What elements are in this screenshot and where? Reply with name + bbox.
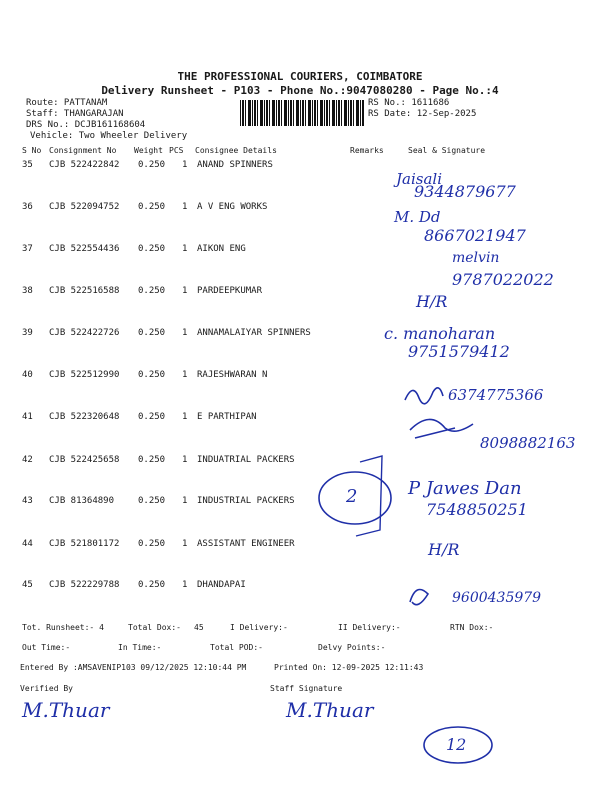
- handwritten-signature: M. Dd: [394, 208, 441, 226]
- row-consignment: CJB 522320648: [49, 412, 120, 422]
- circled-number: 2: [346, 486, 358, 507]
- row-weight: 0.250: [138, 580, 166, 590]
- row-consignment: CJB 522512990: [49, 370, 120, 380]
- row-pcs: 1: [182, 202, 188, 212]
- staff: Staff: THANGARAJAN: [26, 109, 124, 119]
- row-weight: 0.250: [138, 286, 166, 296]
- staff-signature: M.Thuar: [286, 698, 374, 722]
- row-weight: 0.250: [138, 455, 166, 465]
- row-pcs: 1: [182, 286, 188, 296]
- row-pcs: 1: [182, 328, 188, 338]
- row-weight: 0.250: [138, 160, 166, 170]
- row-consignee: ASSISTANT ENGINEER: [197, 539, 295, 549]
- rtn-dox: RTN Dox:-: [450, 623, 494, 632]
- handwritten-name: Jaisali: [396, 170, 442, 188]
- company-title: THE PROFESSIONAL COURIERS, COIMBATORE: [177, 70, 423, 83]
- col-sno: S No: [22, 146, 42, 155]
- col-remarks: Remarks: [350, 146, 384, 155]
- row-pcs: 1: [182, 160, 188, 170]
- row-sno: 36: [22, 202, 33, 212]
- row-pcs: 1: [182, 412, 188, 422]
- col-pcs: PCS: [169, 146, 184, 155]
- handwritten-phone: 8098882163: [480, 434, 576, 452]
- row-sno: 42: [22, 455, 33, 465]
- row-consignment: CJB 81364890: [49, 496, 115, 506]
- row-weight: 0.250: [138, 370, 166, 380]
- row-pcs: 1: [182, 539, 188, 549]
- handwritten-initials: H/R: [428, 540, 460, 559]
- vehicle: Vehicle: Two Wheeler Delivery: [30, 131, 188, 141]
- handwritten-phone: 9600435979: [452, 590, 542, 606]
- staff-signature-label: Staff Signature: [270, 684, 343, 693]
- row-consignee: PARDEEPKUMAR: [197, 286, 263, 296]
- row-consignee: ANAND SPINNERS: [197, 160, 273, 170]
- row-pcs: 1: [182, 580, 188, 590]
- handwritten-name: c. manoharan: [384, 324, 496, 343]
- row-sno: 37: [22, 244, 33, 254]
- row-consignee: AIKON ENG: [197, 244, 246, 254]
- row-sno: 45: [22, 580, 33, 590]
- runsheet-subtitle: Delivery Runsheet - P103 - Phone No.:9047080280 - Page No.:4: [101, 84, 499, 97]
- verified-by-label: Verified By: [20, 684, 73, 693]
- handwritten-name: melvin: [452, 250, 500, 266]
- signature-scribble: [410, 590, 428, 605]
- total-runsheet: Tot. Runsheet:- 4: [22, 623, 104, 632]
- route: Route: PATTANAM: [26, 98, 108, 108]
- row-consignee: RAJESHWARAN N: [197, 370, 268, 380]
- signature-scribble: [410, 419, 473, 438]
- row-weight: 0.250: [138, 539, 166, 549]
- handwritten-phone: 9344879677: [414, 182, 516, 201]
- row-consignee: A V ENG WORKS: [197, 202, 268, 212]
- row-sno: 40: [22, 370, 33, 380]
- row-consignee: INDUSTRIAL PACKERS: [197, 496, 295, 506]
- row-consignment: CJB 522422726: [49, 328, 120, 338]
- ii-delivery: II Delivery:-: [338, 623, 401, 632]
- row-sno: 39: [22, 328, 33, 338]
- rs-number: RS No.: 1611686: [368, 98, 450, 108]
- row-sno: 38: [22, 286, 33, 296]
- signature-scribble: [405, 388, 443, 404]
- out-time: Out Time:-: [22, 643, 71, 652]
- row-consignment: CJB 522094752: [49, 202, 120, 212]
- i-delivery: I Delivery:-: [230, 623, 288, 632]
- col-weight: Weight: [134, 146, 163, 155]
- row-weight: 0.250: [138, 328, 166, 338]
- handwritten-initials: H/R: [416, 292, 448, 311]
- row-sno: 35: [22, 160, 33, 170]
- handwritten-phone: 8667021947: [424, 226, 526, 245]
- in-time: In Time:-: [118, 643, 162, 652]
- row-pcs: 1: [182, 496, 188, 506]
- row-consignment: CJB 522422842: [49, 160, 120, 170]
- row-sno: 41: [22, 412, 33, 422]
- handwritten-phone: 6374775366: [448, 386, 544, 404]
- page-number-mark: 12: [446, 735, 467, 754]
- col-seal-signature: Seal & Signature: [408, 146, 486, 155]
- total-dox-label: Total Dox:-: [128, 623, 181, 632]
- handwritten-phone: 9751579412: [408, 342, 510, 361]
- row-consignee: E PARTHIPAN: [197, 412, 257, 422]
- row-weight: 0.250: [138, 202, 166, 212]
- col-consignment: Consignment No: [49, 146, 117, 155]
- row-weight: 0.250: [138, 412, 166, 422]
- col-consignee: Consignee Details: [195, 146, 277, 155]
- delivery-points: Delvy Points:-: [318, 643, 386, 652]
- total-pod: Total POD:-: [210, 643, 263, 652]
- row-consignee: DHANDAPAI: [197, 580, 246, 590]
- printed-on: Printed On: 12-09-2025 12:11:43: [274, 663, 424, 672]
- row-pcs: 1: [182, 455, 188, 465]
- row-consignee: INDUATRIAL PACKERS: [197, 455, 295, 465]
- row-weight: 0.250: [138, 496, 166, 506]
- row-consignment: CJB 522229788: [49, 580, 120, 590]
- verified-signature: M.Thuar: [22, 698, 110, 722]
- handwritten-name: P Jawes Dan: [408, 478, 522, 499]
- total-dox-value: 45: [194, 623, 204, 632]
- row-consignment: CJB 522554436: [49, 244, 120, 254]
- row-sno: 44: [22, 539, 33, 549]
- row-consignment: CJB 521801172: [49, 539, 120, 549]
- handwritten-phone: 9787022022: [452, 270, 554, 289]
- row-consignment: CJB 522516588: [49, 286, 120, 296]
- row-weight: 0.250: [138, 244, 166, 254]
- rs-date: RS Date: 12-Sep-2025: [368, 109, 477, 119]
- row-consignment: CJB 522425658: [49, 455, 120, 465]
- row-pcs: 1: [182, 370, 188, 380]
- row-consignee: ANNAMALAIYAR SPINNERS: [197, 328, 311, 338]
- entered-by: Entered By :AMSAVENIP103 09/12/2025 12:10:44 PM: [20, 663, 247, 672]
- handwritten-phone: 7548850251: [426, 500, 528, 519]
- row-sno: 43: [22, 496, 33, 506]
- drs-number: DRS No.: DCJB161168604: [26, 120, 146, 130]
- row-pcs: 1: [182, 244, 188, 254]
